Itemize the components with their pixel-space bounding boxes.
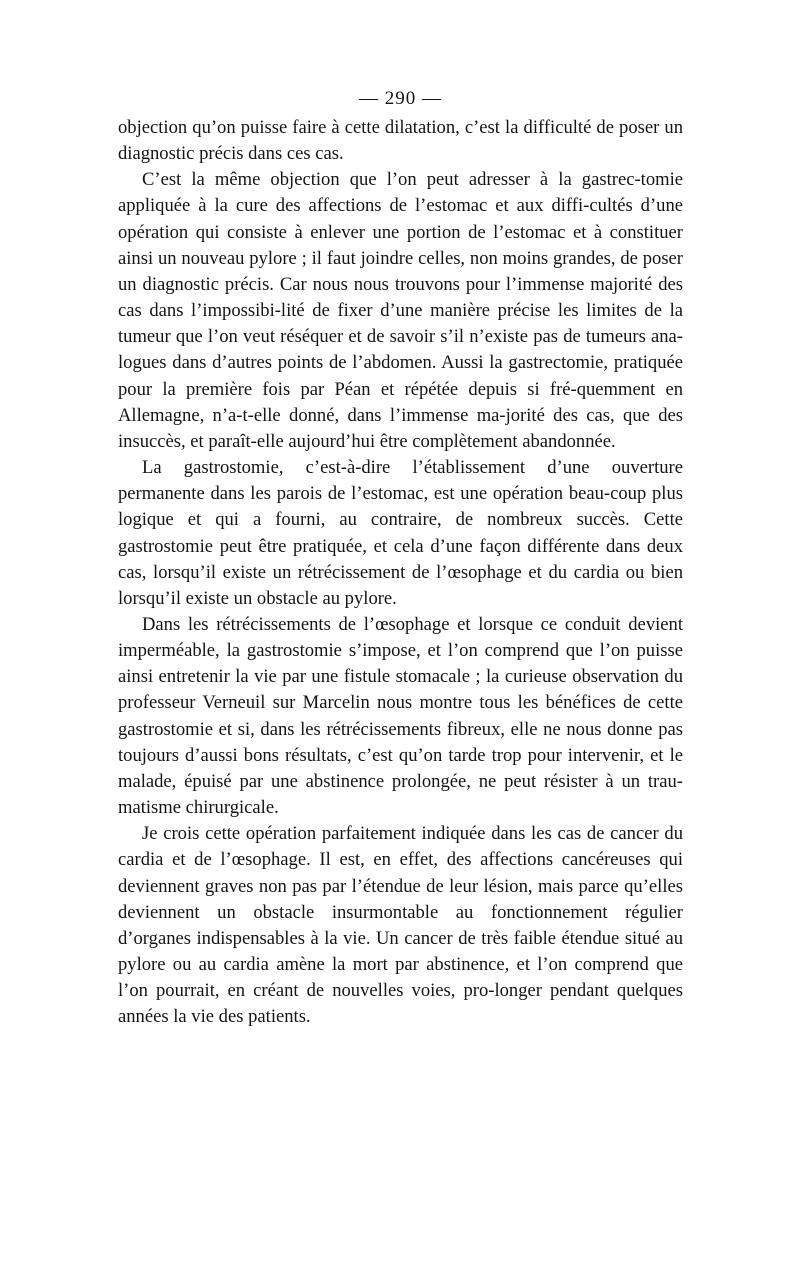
paragraph-continuation: objection qu’on puisse faire à cette dilatation, c’est la difficulté de poser un diagnostic précis dans ces cas. xyxy=(118,117,683,165)
paragraph-cancer: Je crois cette opération parfaitement indiquée dans les cas de cancer du cardia et de l’œsophage. Il est, en effet, des affections cancéreuses qui deviennent graves non pas par l’étendue de leur lésion, mais parce qu’elles deviennent un obstacle insurmontable au fonctionnement régulier d’organes indispensables à la vie. Un cancer de très faible étendue situé au pylore ou au cardia amène la mort par abstinence, et l’on comprend que l’on pourrait, en créant de nouvelles voies, pro-longer pendant quelques années la vie des patients. xyxy=(118,823,683,1028)
page-number: — 290 — xyxy=(359,88,442,109)
paragraph-gastrostomie: La gastrostomie, c’est-à-dire l’établissement d’une ouverture permanente dans les parois de l’estomac, est une opération beau-coup plus logique et qui a fourni, au contraire, de nombreux succès. Cette gastrostomie peut être pratiquée, et cela d’une façon différente dans deux cas, lorsqu’il existe un rétrécissement de l’œsophage et du cardia ou bien lorsqu’il existe un obstacle au pylore. xyxy=(118,457,683,609)
paragraph-gastrectomie: C’est la même objection que l’on peut adresser à la gastrec-tomie appliquée à la cure des affections de l’estomac et aux diffi-cultés d’une opération qui consiste à enlever une portion de l’estomac et à constituer ainsi un nouveau pylore ; il faut joindre celles, non moins grandes, de poser un diagnostic précis. Car nous nous trouvons pour l’immense majorité des cas dans l’impossibi-lité de fixer d’une manière précise les limites de la tumeur que l’on veut réséquer et de savoir s’il n’existe pas de tumeurs ana-logues dans d’autres points de l’abdomen. Aussi la gastrectomie, pratiquée pour la première fois par Péan et répétée depuis si fré-quemment en Allemagne, n’a-t-elle donné, dans l’immense ma-jorité des cas, que des insuccès, et paraît-elle aujourd’hui être complètement abandonnée. xyxy=(118,169,683,452)
paragraph-retrecissements: Dans les rétrécissements de l’œsophage et lorsque ce conduit devient imperméable, la gastrostomie s’impose, et l’on comprend que l’on puisse ainsi entretenir la vie par une fistule stomacale ; la curieuse observation du professeur Verneuil sur Marcelin nous montre tous les bénéfices de cette gastrostomie et si, dans les rétrécissements fibreux, elle ne nous donne pas toujours d’aussi bons résultats, c’est qu’on tarde trop pour intervenir, et le malade, épuisé par une abstinence prolongée, ne peut résister à un trau-matisme chirurgicale. xyxy=(118,613,683,819)
book-page xyxy=(118,86,683,1030)
